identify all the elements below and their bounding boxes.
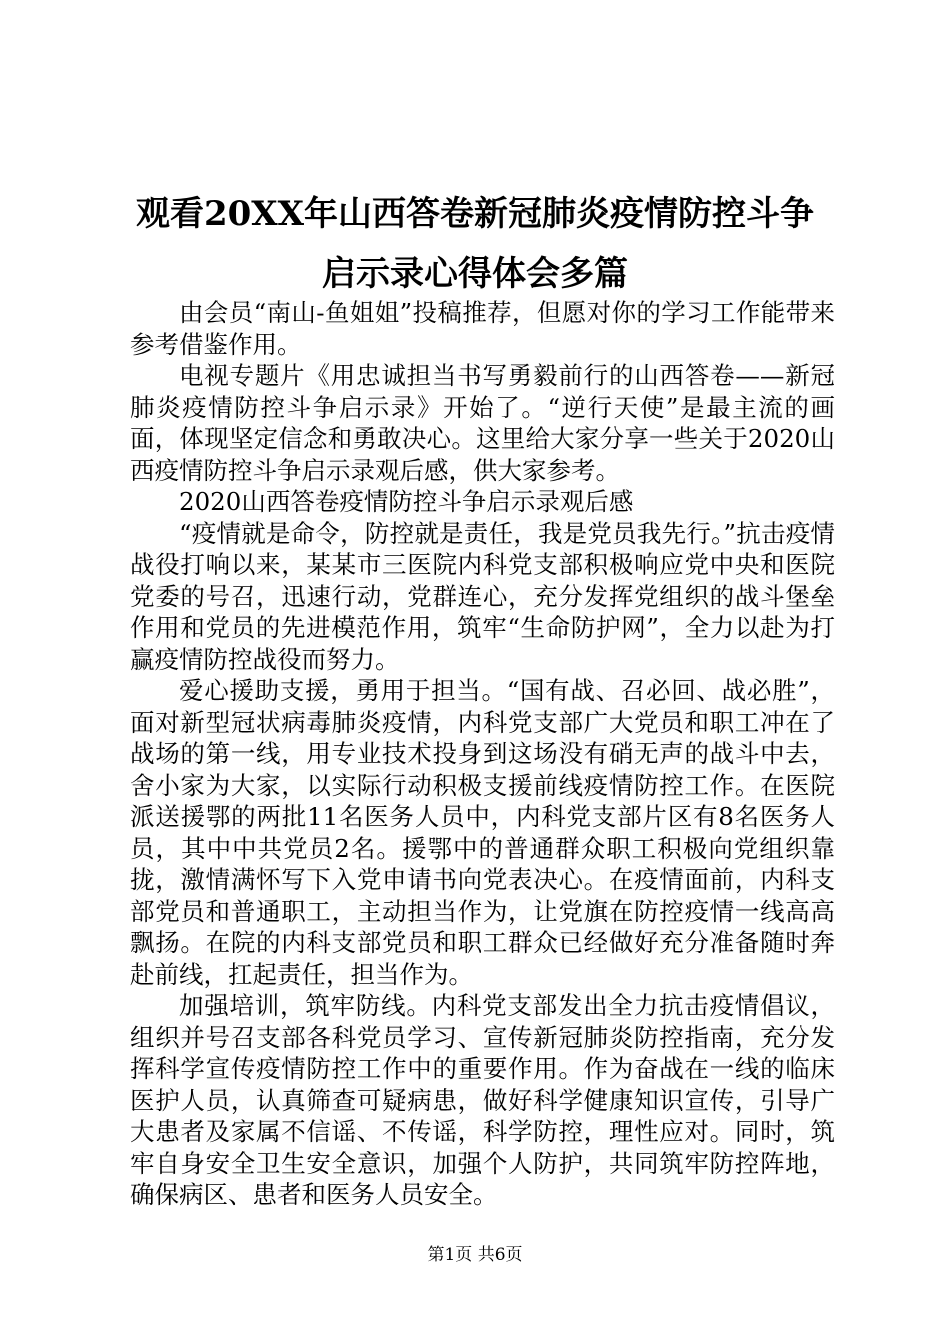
section-heading: 2020山西答卷疫情防控斗争启示录观后感	[179, 487, 634, 516]
document-title	[100, 184, 850, 304]
paragraph-epidemic-order: “疫情就是命令，防控就是责任，我是党员我先行。”抗击疫情战役打响以来，某某市三医院内科党支部积极响应党中央和医院党委的号召，迅速行动，党群连心，充分发挥党组织的战斗堡垒作用和党员的先进模范作用，筑牢“生命防护网”，全力以赴为打赢疫情防控战役而努力。	[130, 518, 835, 674]
page-number-footer: 第1页 共6页	[427, 1245, 523, 1265]
paragraph-intro: 由会员“南山-鱼姐姐”投稿推荐，但愿对你的学习工作能带来参考借鉴作用。	[130, 298, 835, 359]
paragraph-training: 加强培训，筑牢防线。内科党支部发出全力抗击疫情倡议，组织并号召支部各科党员学习、宣传新冠肺炎防控指南，充分发挥科学宣传疫情防控工作中的重要作用。作为奋战在一线的临床医护人员，认真筛查可疑病患，做好科学健康知识宣传，引导广大患者及家属不信谣、不传谣，科学防控，理性应对。同时，筑牢自身安全卫生安全意识，加强个人防护，共同筑牢防控阵地，确保病区、患者和医务人员安全。	[130, 991, 835, 1209]
paragraph-tv-program: 电视专题片《用忠诚担当书写勇毅前行的山西答卷——新冠肺炎疫情防控斗争启示录》开始了。“逆行天使”是最主流的画面，体现坚定信念和勇敢决心。这里给大家分享一些关于2020山西疫情防控斗争启示录观后感，供大家参考。	[130, 361, 835, 485]
title-line-1: 观看20XX年山西答卷新冠肺炎疫情防控斗争	[135, 194, 815, 234]
paragraph-support: 爱心援助支援，勇用于担当。“国有战、召必回、战必胜”，面对新型冠状病毒肺炎疫情，内科党支部广大党员和职工冲在了战场的第一线，用专业技术投身到这场没有硝无声的战斗中去，舍小家为大家，以实际行动积极支援前线疫情防控工作。在医院派送援鄂的两批11名医务人员中，内科党支部片区有8名医务人员，其中中共党员2名。援鄂中的普通群众职工积极向党组织靠拢，激情满怀写下入党申请书向党表决心。在疫情面前，内科支部党员和普通职工，主动担当作为，让党旗在防控疫情一线高高飘扬。在院的内科支部党员和职工群众已经做好充分准备随时奔赴前线，扛起责任，担当作为。	[130, 676, 835, 989]
document-body	[130, 297, 835, 1211]
title-line-2: 启示录心得体会多篇	[322, 254, 628, 294]
